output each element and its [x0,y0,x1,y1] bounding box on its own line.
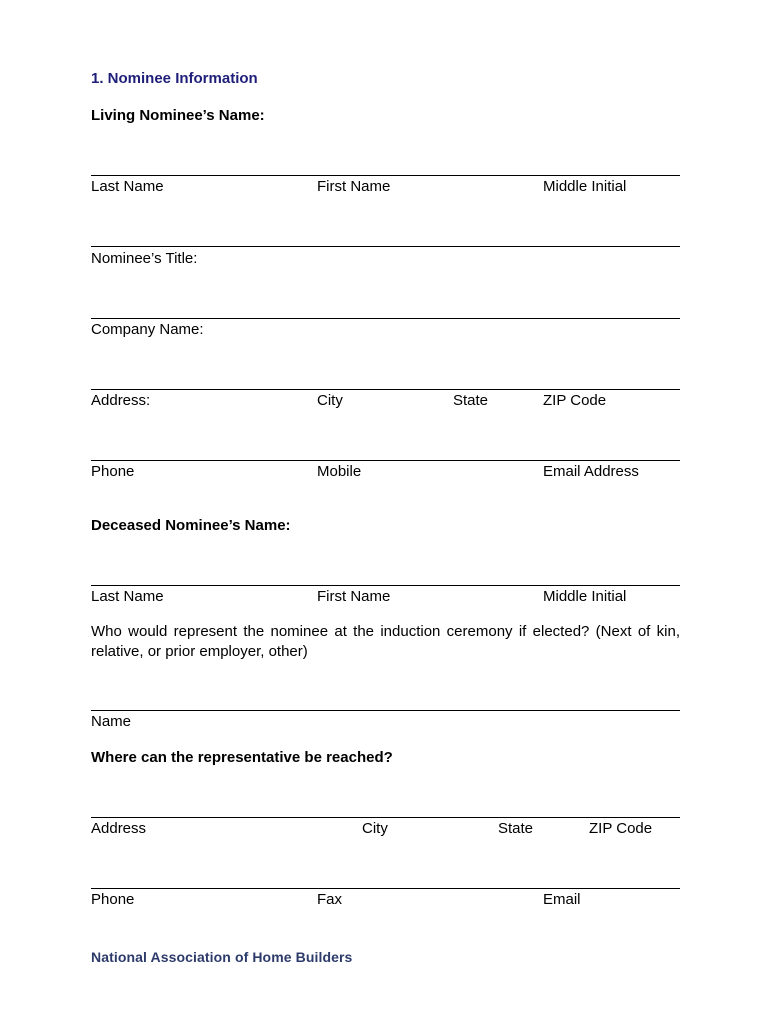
representative-question: Who would represent the nominee at the induction ceremony if elected? (Next of kin, relative, or prior employer, other) [91,623,680,660]
nominee-title-label: Nominee’s Title: [91,250,198,267]
representative-zip-code-label: ZIP Code [589,820,653,837]
deceased-last-name-label: Last Name [91,588,164,605]
deceased-name-line[interactable] [91,585,680,586]
living-last-name-label: Last Name [91,178,164,195]
city-label: City [317,392,343,409]
living-middle-initial-label: Middle Initial [543,178,627,195]
email-address-label: Email Address [543,463,639,480]
representative-state-label: State [498,820,534,837]
title-line[interactable] [91,246,680,247]
address-line[interactable] [91,389,680,390]
representative-email-label: Email [543,891,581,908]
phone-label: Phone [91,463,135,480]
representative-name-label: Name [91,713,132,730]
representative-phone-line[interactable] [91,888,680,889]
mobile-label: Mobile [317,463,362,480]
living-name-line[interactable] [91,175,680,176]
footer-organization-name: National Association of Home Builders [91,949,353,965]
company-line[interactable] [91,318,680,319]
deceased-middle-initial-label: Middle Initial [543,588,627,605]
representative-address-label: Address [91,820,147,837]
phone-line[interactable] [91,460,680,461]
deceased-first-name-label: First Name [317,588,391,605]
section-title: 1. Nominee Information [91,70,258,87]
representative-fax-label: Fax [317,891,343,908]
representative-address-line[interactable] [91,817,680,818]
representative-name-line[interactable] [91,710,680,711]
deceased-nominee-heading: Deceased Nominee’s Name: [91,517,291,534]
address-label: Address: [91,392,151,409]
living-nominee-heading: Living Nominee’s Name: [91,107,265,124]
state-label: State [453,392,489,409]
zip-code-label: ZIP Code [543,392,607,409]
company-name-label: Company Name: [91,321,204,338]
living-first-name-label: First Name [317,178,391,195]
representative-city-label: City [362,820,388,837]
representative-phone-label: Phone [91,891,135,908]
representative-contact-heading: Where can the representative be reached? [91,749,393,766]
